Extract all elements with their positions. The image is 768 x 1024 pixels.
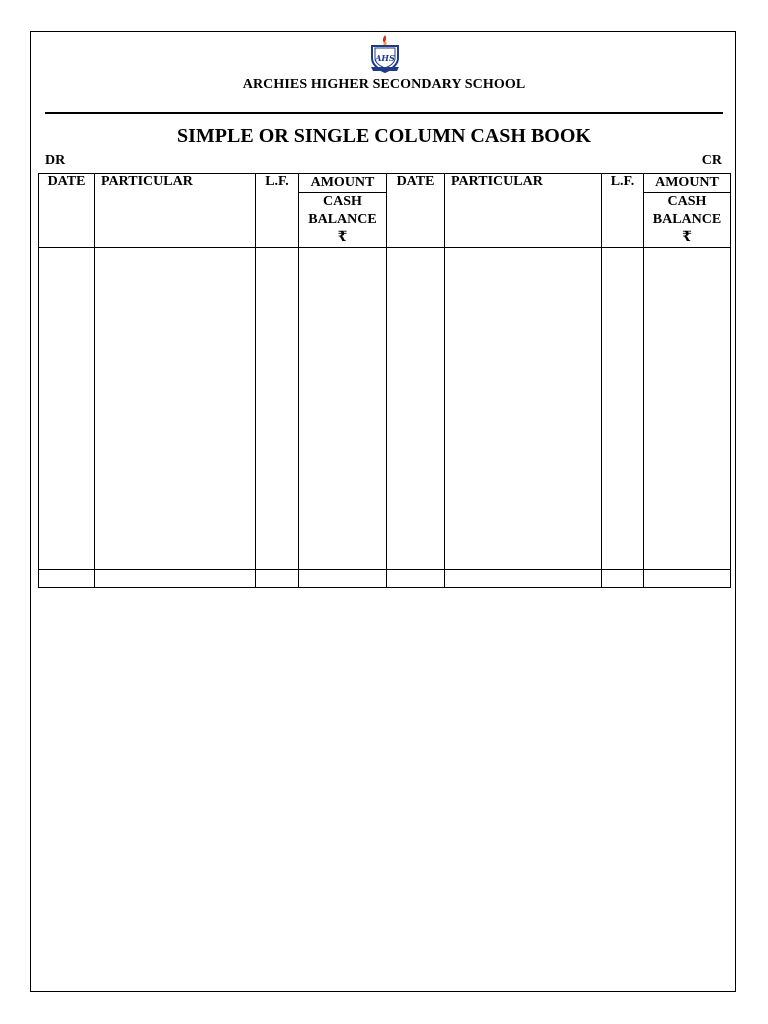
dr-date-total-cell[interactable] [39, 570, 95, 588]
cr-amount-cell[interactable] [644, 248, 731, 570]
dr-particular-header: PARTICULAR [95, 174, 256, 248]
cr-date-total-cell[interactable] [387, 570, 445, 588]
cr-particular-cell[interactable] [445, 248, 602, 570]
cr-particular-header: PARTICULAR [445, 174, 602, 248]
cr-particular-total-cell[interactable] [445, 570, 602, 588]
dr-amount-cell[interactable] [299, 248, 387, 570]
cr-cash-balance-label [644, 193, 730, 247]
page-title: SIMPLE OR SINGLE COLUMN CASH BOOK [177, 125, 591, 147]
dr-lf-total-cell[interactable] [256, 570, 299, 588]
cr-date-header: DATE [387, 174, 445, 248]
cash-book-table [38, 173, 731, 588]
dr-lf-header: L.F. [256, 174, 299, 248]
table-total-row [39, 570, 731, 588]
dr-date-header: DATE [39, 174, 95, 248]
dr-amount-header [299, 174, 387, 248]
cr-lf-cell[interactable] [602, 248, 644, 570]
debit-side-label: DR [45, 153, 66, 168]
cr-amount-label: AMOUNT [644, 174, 730, 193]
cr-lf-total-cell[interactable] [602, 570, 644, 588]
cr-amount-total-cell[interactable] [644, 570, 731, 588]
dr-cash-text: CASH [323, 194, 362, 209]
dr-amount-total-cell[interactable] [299, 570, 387, 588]
dr-particular-cell[interactable] [95, 248, 256, 570]
dr-date-cell[interactable] [39, 248, 95, 570]
dr-cash-balance-label [299, 193, 386, 247]
header-divider [45, 112, 723, 114]
dr-amount-label: AMOUNT [299, 174, 386, 193]
credit-side-label: CR [701, 153, 722, 168]
cr-balance-text: BALANCE [652, 212, 722, 227]
cr-amount-header [644, 174, 731, 248]
dr-particular-total-cell[interactable] [95, 570, 256, 588]
dr-balance-text: BALANCE [308, 212, 377, 227]
table-header-row [39, 174, 731, 248]
dr-rupee-symbol: ₹ [337, 230, 348, 245]
cr-rupee-symbol: ₹ [682, 230, 692, 245]
school-name: ARCHIES HIGHER SECONDARY SCHOOL [242, 77, 526, 92]
svg-text:AHS: AHS [375, 53, 395, 63]
cr-cash-text: CASH [667, 194, 707, 209]
school-crest-icon [367, 34, 403, 76]
cr-date-cell[interactable] [387, 248, 445, 570]
table-body-row [39, 248, 731, 570]
dr-lf-cell[interactable] [256, 248, 299, 570]
cr-lf-header: L.F. [602, 174, 644, 248]
